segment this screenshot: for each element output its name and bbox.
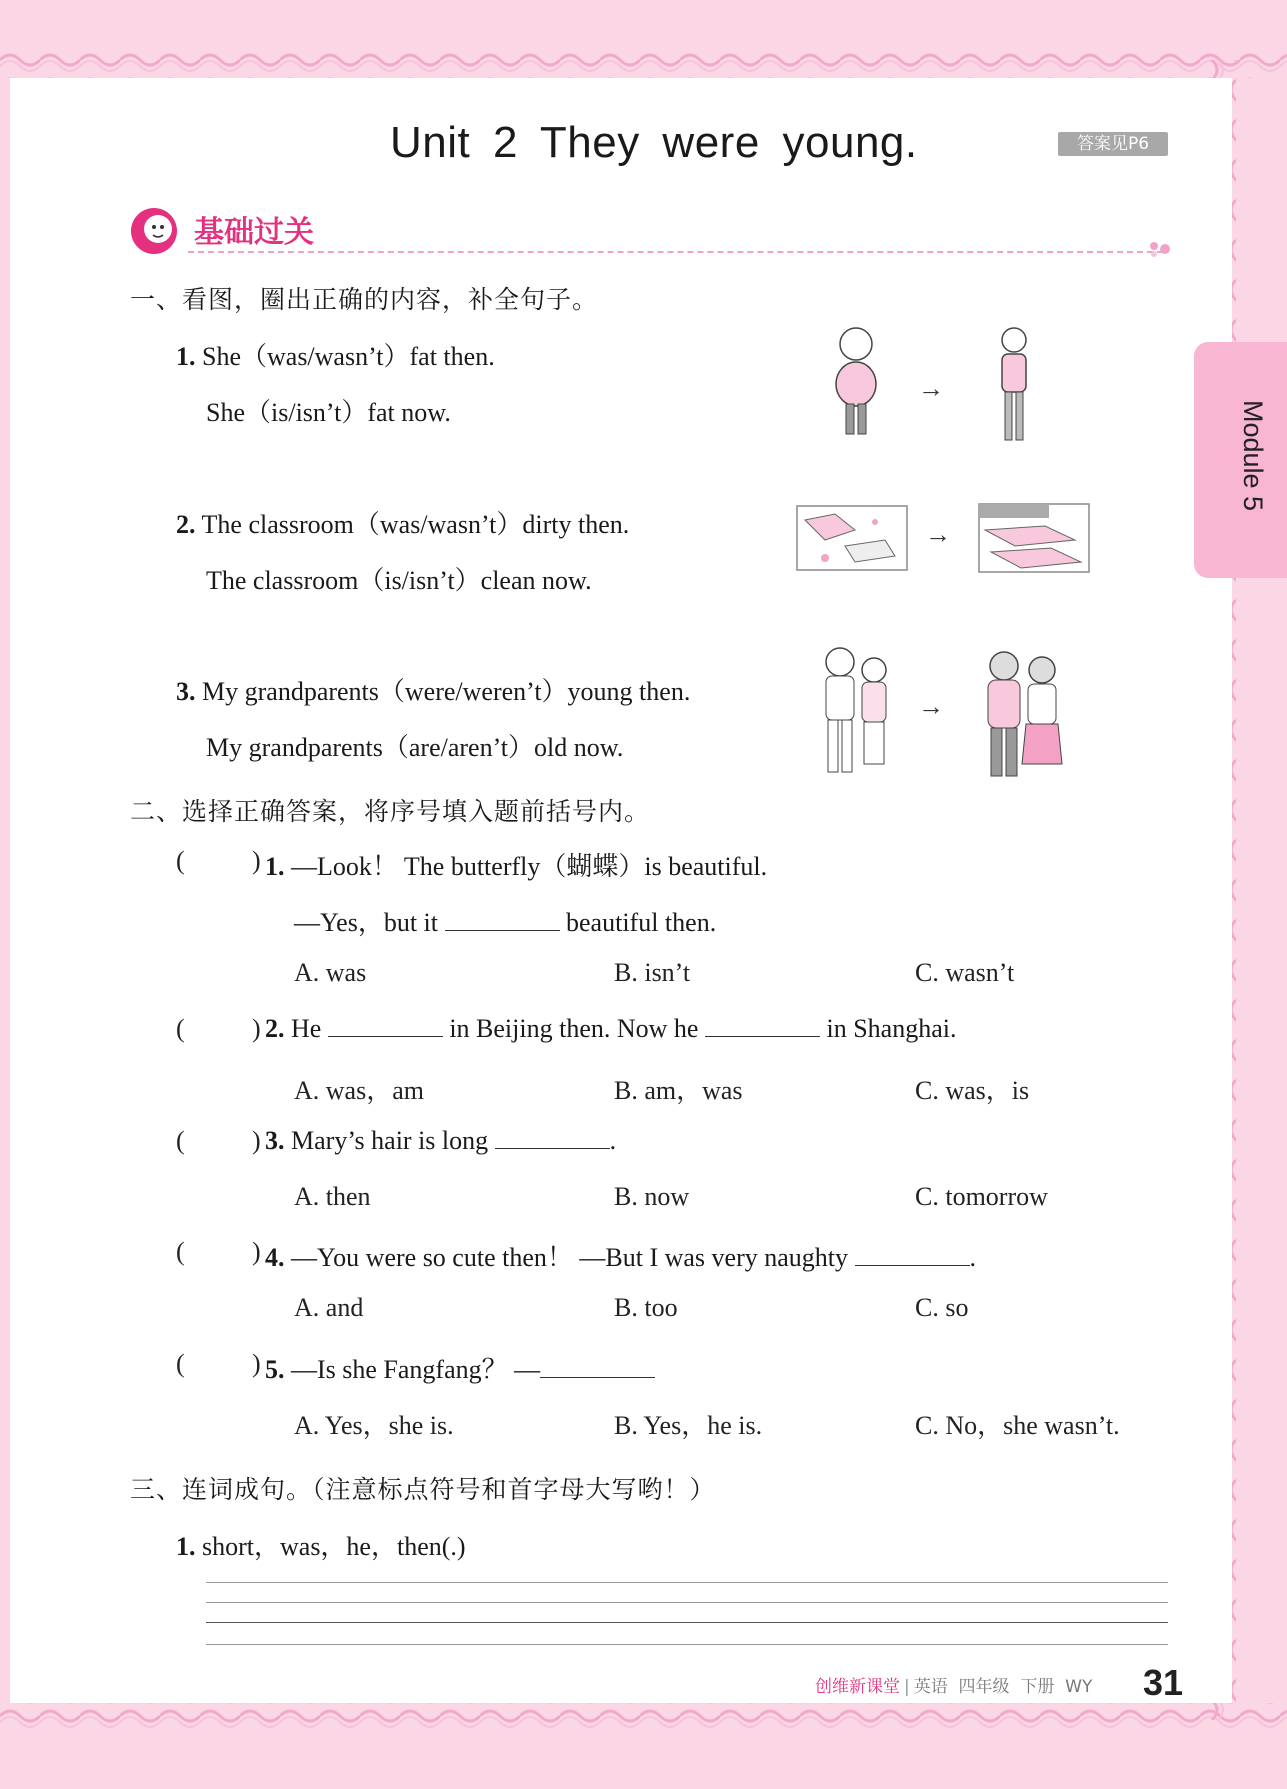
part1-item1-line1: 1. She（was/wasn’t）fat then. bbox=[176, 342, 495, 371]
writing-line bbox=[206, 1644, 1168, 1645]
part2-q1-prompt: 1. —Look！ The butterfly（蝴蝶）is beautiful. bbox=[265, 852, 768, 881]
answer-writing-lines[interactable] bbox=[206, 1582, 1168, 1664]
answer-paren-open: ( bbox=[176, 846, 185, 875]
grandparents-young-then-old-now-illustration bbox=[818, 644, 1070, 784]
q2-option-c: C. was，is bbox=[915, 1076, 1030, 1105]
q5-option-b: B. Yes，he is. bbox=[614, 1411, 763, 1440]
answer-paren-open: ( bbox=[176, 1014, 185, 1043]
part1-item1-line2: She（is/isn’t）fat now. bbox=[206, 398, 451, 427]
part1-item2-line2: The classroom（is/isn’t）clean now. bbox=[206, 566, 592, 595]
part1-heading: 一、看图，圈出正确的内容，补全句子。 bbox=[130, 285, 599, 314]
section-divider bbox=[188, 251, 1163, 253]
part2-q4-prompt: 4. —You were so cute then！ —But I was very naughty . bbox=[265, 1243, 976, 1272]
answer-paren-open: ( bbox=[176, 1237, 185, 1266]
answer-paren-close: ) bbox=[252, 1349, 261, 1378]
arrow-icon: → bbox=[925, 520, 951, 549]
part1-item3-line1: 3. My grandparents（were/weren’t）young then. bbox=[176, 677, 691, 706]
fill-blank[interactable] bbox=[705, 1014, 820, 1037]
footer-edition: WY bbox=[1065, 1677, 1093, 1697]
fill-blank[interactable] bbox=[855, 1243, 970, 1266]
fill-blank[interactable] bbox=[328, 1014, 443, 1037]
q1-option-c: C. wasn’t bbox=[915, 958, 1015, 987]
section-header bbox=[128, 205, 1168, 255]
writing-line bbox=[206, 1582, 1168, 1583]
mascot-icon bbox=[128, 205, 180, 255]
q5-option-a: A. Yes，she is. bbox=[294, 1411, 454, 1440]
page-title: Unit 2 They were young. bbox=[390, 118, 918, 167]
writing-line bbox=[206, 1602, 1168, 1603]
footer-info bbox=[815, 1672, 1092, 1697]
q4-option-c: C. so bbox=[915, 1293, 969, 1322]
fill-blank[interactable] bbox=[445, 908, 560, 931]
part2-q1-line2: —Yes，but it beautiful then. bbox=[294, 908, 717, 937]
answer-paren-close: ) bbox=[252, 1237, 261, 1266]
footer-grade: 四年级 bbox=[958, 1677, 1010, 1697]
decorative-dots-icon bbox=[1148, 240, 1178, 258]
part2-q2-prompt: 2. He in Beijing then. Now he in Shanghai. bbox=[265, 1014, 957, 1043]
part1-item2-line1: 2. The classroom（was/wasn’t）dirty then. bbox=[176, 510, 630, 539]
q4-option-a: A. and bbox=[294, 1293, 364, 1322]
q2-option-a: A. was，am bbox=[294, 1076, 424, 1105]
part2-q5-prompt: 5. —Is she Fangfang？ — bbox=[265, 1349, 655, 1386]
q1-option-b: B. isn’t bbox=[614, 958, 691, 987]
q3-option-a: A. then bbox=[294, 1182, 371, 1211]
q3-option-c: C. tomorrow bbox=[915, 1182, 1048, 1211]
answer-paren-open: ( bbox=[176, 1126, 185, 1155]
q3-option-b: B. now bbox=[614, 1182, 690, 1211]
fill-blank[interactable] bbox=[495, 1126, 610, 1149]
answer-paren-close: ) bbox=[252, 1126, 261, 1155]
footer-subject: 英语 bbox=[913, 1677, 948, 1697]
part2-q3-prompt: 3. Mary’s hair is long . bbox=[265, 1126, 617, 1155]
part1-item3-line2: My grandparents（are/aren’t）old now. bbox=[206, 733, 624, 762]
section-label: 基础过关 bbox=[194, 215, 314, 250]
q4-option-b: B. too bbox=[614, 1293, 678, 1322]
answer-reference-badge: 答案见P6 bbox=[1058, 132, 1168, 156]
page-number: 31 bbox=[1143, 1662, 1184, 1703]
module-side-tab bbox=[1194, 342, 1287, 578]
part2-heading: 二、选择正确答案，将序号填入题前括号内。 bbox=[130, 797, 651, 826]
part3-q1-prompt: 1. short，was，he，then(.) bbox=[176, 1532, 466, 1561]
fill-blank[interactable] bbox=[540, 1355, 655, 1378]
answer-paren-close: ) bbox=[252, 846, 261, 875]
arrow-icon: → bbox=[918, 374, 944, 403]
q1-option-a: A. was bbox=[294, 958, 367, 987]
part3-heading: 三、连词成句。（注意标点符号和首字母大写哟！） bbox=[130, 1475, 716, 1504]
arrow-icon: → bbox=[918, 692, 944, 721]
q2-option-b: B. am，was bbox=[614, 1076, 743, 1105]
module-label: Module 5 bbox=[1238, 400, 1268, 512]
answer-paren-close: ) bbox=[252, 1014, 261, 1043]
q5-option-c: C. No，she wasn’t. bbox=[915, 1411, 1120, 1440]
answer-paren-open: ( bbox=[176, 1349, 185, 1378]
writing-line bbox=[206, 1622, 1168, 1623]
footer-brand: 创维新课堂 bbox=[815, 1677, 900, 1697]
footer-separator: | bbox=[904, 1677, 910, 1697]
footer-term: 下册 bbox=[1020, 1677, 1055, 1697]
